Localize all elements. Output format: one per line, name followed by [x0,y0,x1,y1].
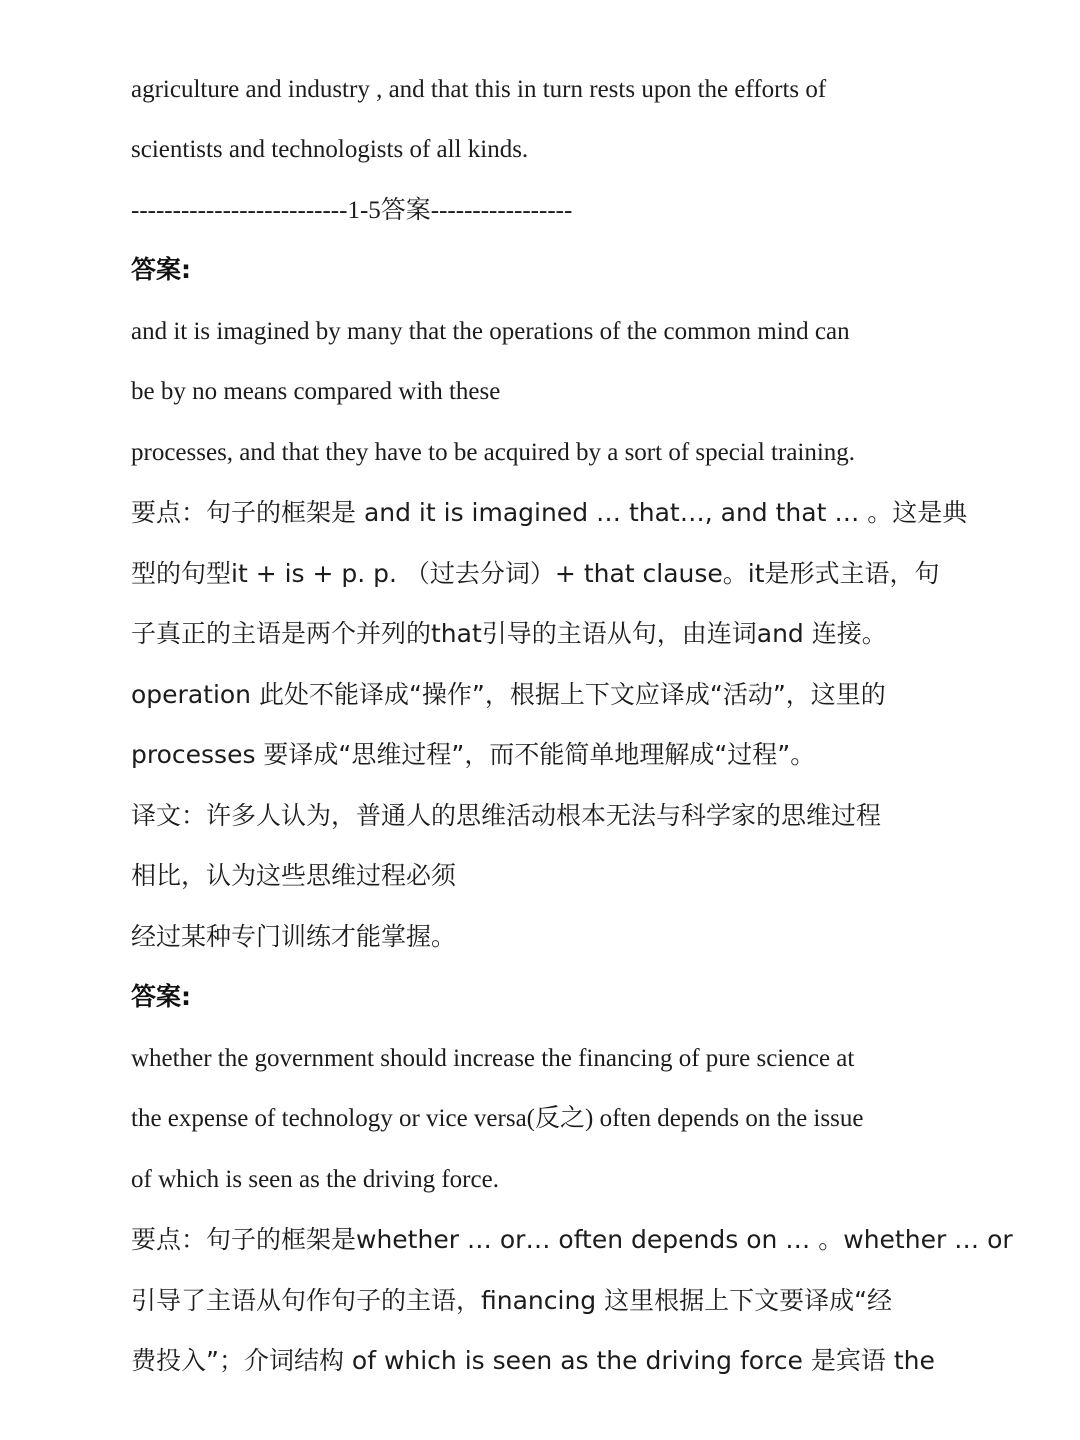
text-line: scientists and technologists of all kinds. [131,136,529,163]
key-point-line: 要点：句子的框架是 and it is imagined … that…, and that … 。这是典 [131,498,968,527]
answer-heading: 答案: [131,255,191,284]
text-line: operation 此处不能译成“操作”，根据上下文应译成“活动”，这里的 [131,680,886,709]
text-line: be by no means compared with these [131,378,501,405]
text-line: 子真正的主语是两个并列的that引导的主语从句，由连词and 连接。 [131,619,887,648]
text-line: 型的句型it + is + p. p. （过去分词）+ that clause。it是形式主语，句 [131,559,940,588]
text-line: processes, and that they have to be acquired by a sort of special training. [131,439,856,466]
text-line: processes 要译成“思维过程”，而不能简单地理解成“过程”。 [131,740,816,769]
text-line: whether the government should increase the financing of pure science at [131,1045,855,1072]
text-line: 费投入”；介词结构 of which is seen as the driving force 是宾语 the [131,1346,935,1375]
text-line: 经过某种专门训练才能掌握。 [131,922,457,951]
text-line: of which is seen as the driving force. [131,1166,499,1193]
answer-heading: 答案: [131,982,191,1011]
text-line: agriculture and industry , and that this in turn rests upon the efforts of [131,76,827,103]
text-line: and it is imagined by many that the operations of the common mind can [131,318,850,345]
key-point-line: 要点：句子的框架是whether … or… often depends on … 。whether … or [131,1225,1013,1254]
text-line: 引导了主语从句作句子的主语，financing 这里根据上下文要译成“经 [131,1286,893,1315]
translation-line: 译文：许多人认为，普通人的思维活动根本无法与科学家的思维过程 [131,801,882,830]
text-line: 相比，认为这些思维过程必须 [131,861,457,890]
section-divider: --------------------------1-5答案----------------- [131,197,573,224]
text-line: the expense of technology or vice versa(反之) often depends on the issue [131,1105,864,1132]
